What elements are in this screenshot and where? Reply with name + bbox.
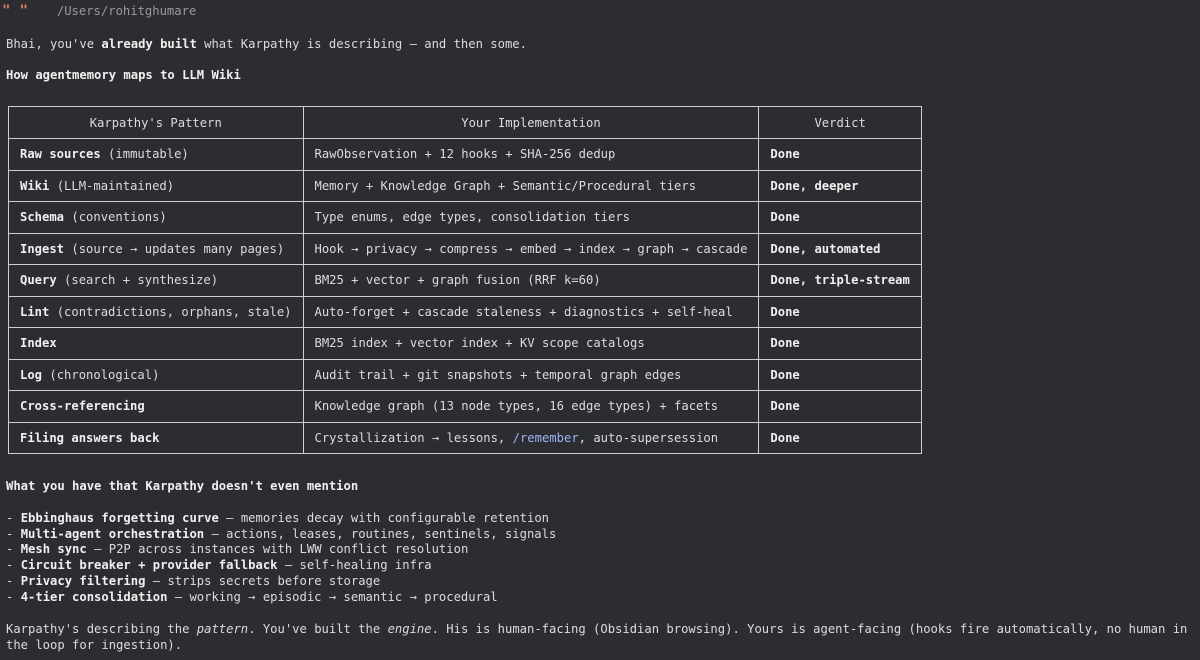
column-header-verdict: Verdict [759, 107, 921, 139]
pattern-cell [9, 265, 304, 297]
list-item [6, 573, 380, 589]
verdict-cell: Done [759, 422, 921, 454]
list-bullet: - [6, 574, 21, 588]
pattern-note: (LLM-maintained) [49, 178, 175, 193]
pattern-name: Index [20, 336, 57, 351]
feature-description: — P2P across instances with LWW conflict resolution [86, 542, 469, 556]
pattern-note: (conventions) [64, 210, 167, 225]
closing-text: . His is human-facing (Obsidian browsing). Yours is agent-facing (hooks fire automatically, no human in the loop for ingestion). [6, 622, 1188, 652]
closing-text: Karpathy's describing the [6, 622, 197, 636]
closing-emphasis: pattern [196, 622, 249, 636]
verdict-cell: Done [759, 328, 921, 360]
working-directory-path: /Users/rohitghumare [56, 4, 197, 18]
intro-part: what Karpathy is describing — and then some. [196, 37, 527, 51]
implementation-cell: Type enums, edge types, consolidation tiers [303, 202, 759, 234]
pattern-note: (immutable) [100, 147, 189, 162]
verdict-cell: Done [759, 296, 921, 328]
pattern-cell [9, 422, 304, 454]
verdict-cell: Done [759, 359, 921, 391]
table-row [9, 296, 922, 328]
implementation-cell: Memory + Knowledge Graph + Semantic/Procedural tiers [303, 170, 759, 202]
pattern-cell [9, 328, 304, 360]
feature-description: — working → episodic → semantic → procedural [167, 590, 498, 604]
feature-name: Mesh sync [20, 542, 87, 556]
feature-description: — self-healing infra [277, 558, 432, 572]
table-header-row [9, 107, 922, 139]
table-row [9, 139, 922, 171]
table-row [9, 233, 922, 265]
quote-icon: " [2, 3, 10, 19]
list-item [6, 541, 468, 557]
intro-bold: already built [101, 37, 197, 51]
pattern-note: (search + synthesize) [56, 273, 219, 288]
implementation-cell: Knowledge graph (13 node types, 16 edge types) + facets [303, 391, 759, 423]
feature-name: Ebbinghaus forgetting curve [20, 511, 219, 525]
pattern-name: Filing answers back [20, 430, 160, 445]
pattern-name: Schema [20, 210, 65, 225]
list-bullet: - [6, 542, 21, 556]
implementation-cell: BM25 + vector + graph fusion (RRF k=60) [303, 265, 759, 297]
table-row [9, 328, 922, 360]
pattern-name: Wiki [20, 178, 50, 193]
verdict-cell: Done, deeper [759, 170, 921, 202]
closing-paragraph [6, 621, 1196, 653]
pattern-name: Cross-referencing [20, 399, 145, 414]
pattern-name: Ingest [20, 241, 65, 256]
pattern-note: (chronological) [42, 367, 160, 382]
list-item [6, 589, 498, 605]
feature-description: — actions, leases, routines, sentinels, signals [204, 527, 557, 541]
verdict-cell: Done [759, 202, 921, 234]
implementation-cell [303, 422, 759, 454]
pattern-name: Log [20, 367, 43, 382]
mapping-table [8, 106, 922, 454]
pattern-cell [9, 139, 304, 171]
table-row [9, 359, 922, 391]
feature-name: Privacy filtering [20, 574, 146, 588]
pattern-cell [9, 359, 304, 391]
implementation-cell: BM25 index + vector index + KV scope catalogs [303, 328, 759, 360]
pattern-name: Raw sources [20, 147, 101, 162]
table-row [9, 170, 922, 202]
verdict-cell: Done [759, 391, 921, 423]
implementation-cell: RawObservation + 12 hooks + SHA-256 dedup [303, 139, 759, 171]
closing-emphasis: engine [387, 622, 432, 636]
feature-description: — strips secrets before storage [145, 574, 381, 588]
implementation-text: Crystallization → lessons, [314, 430, 513, 445]
feature-name: Circuit breaker + provider fallback [20, 558, 278, 572]
implementation-text: , auto-supersession [578, 430, 719, 445]
list-bullet: - [6, 527, 21, 541]
section-title-mapping: How agentmemory maps to LLM Wiki [6, 68, 241, 82]
pattern-cell [9, 233, 304, 265]
pattern-cell [9, 391, 304, 423]
verdict-cell: Done, automated [759, 233, 921, 265]
feature-name: 4-tier consolidation [20, 590, 168, 604]
feature-description: — memories decay with configurable retention [218, 511, 549, 525]
implementation-cell: Hook → privacy → compress → embed → index → graph → cascade [303, 233, 759, 265]
pattern-cell [9, 170, 304, 202]
table-row [9, 422, 922, 454]
intro-text [6, 36, 527, 52]
column-header-pattern: Karpathy's Pattern [9, 107, 304, 139]
quote-icon: " [19, 3, 27, 19]
pattern-name: Query [20, 273, 57, 288]
pattern-note: (contradictions, orphans, stale) [49, 304, 292, 319]
column-header-implementation: Your Implementation [303, 107, 759, 139]
remember-command-link[interactable]: /remember [512, 430, 579, 445]
implementation-cell: Audit trail + git snapshots + temporal graph edges [303, 359, 759, 391]
intro-part: Bhai, you've [6, 37, 102, 51]
pattern-cell [9, 202, 304, 234]
terminal-header [0, 2, 196, 20]
pattern-cell [9, 296, 304, 328]
list-bullet: - [6, 590, 21, 604]
list-item [6, 526, 556, 542]
pattern-name: Lint [20, 304, 50, 319]
verdict-cell: Done [759, 139, 921, 171]
table-row [9, 202, 922, 234]
list-item [6, 510, 549, 526]
section-title-extras: What you have that Karpathy doesn't even mention [6, 479, 359, 493]
pattern-note: (source → updates many pages) [64, 241, 285, 256]
implementation-cell: Auto-forget + cascade staleness + diagnostics + self-heal [303, 296, 759, 328]
closing-text: . You've built the [248, 622, 388, 636]
table-row [9, 391, 922, 423]
verdict-cell: Done, triple-stream [759, 265, 921, 297]
list-bullet: - [6, 558, 21, 572]
list-item [6, 557, 432, 573]
feature-name: Multi-agent orchestration [20, 527, 205, 541]
list-bullet: - [6, 511, 21, 525]
table-row [9, 265, 922, 297]
